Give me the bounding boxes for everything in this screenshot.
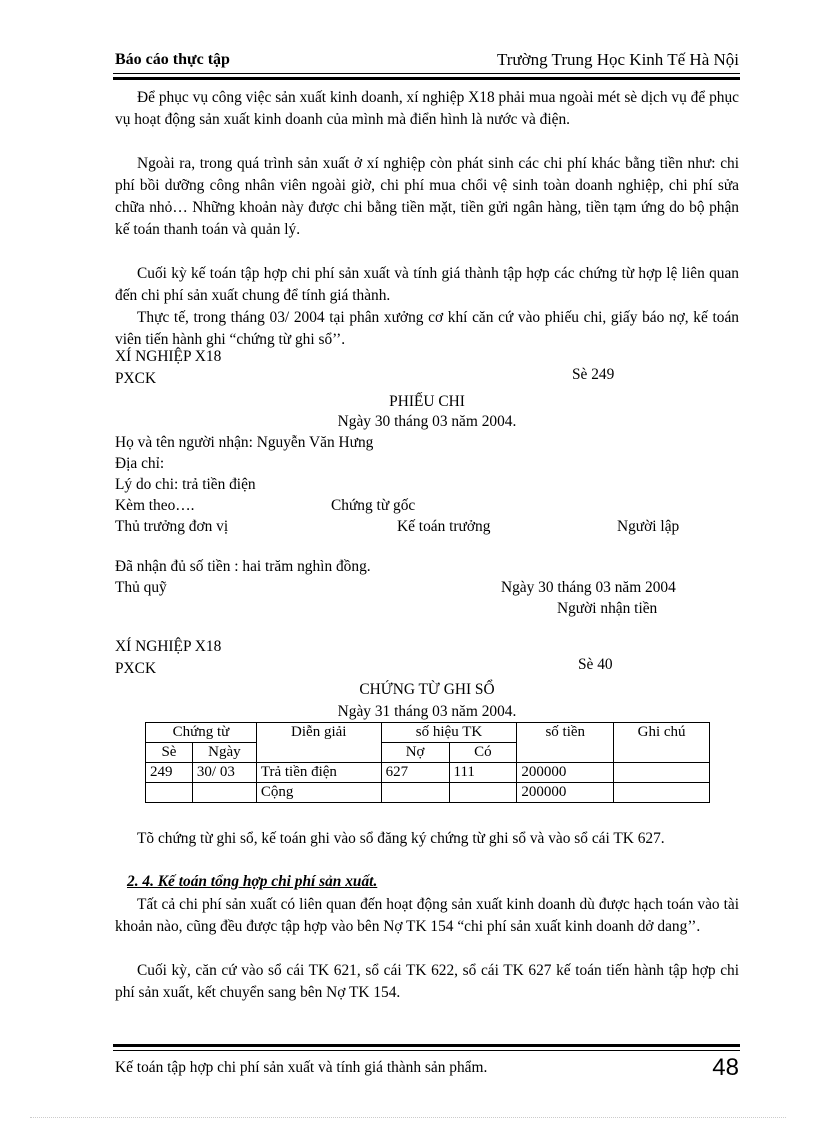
cell-total-amount: 200000 bbox=[517, 783, 614, 803]
signature-head-of-unit: Thủ trưởng đơn vị bbox=[115, 518, 229, 535]
header-right-title: Trường Trung Học Kinh Tế Hà Nội bbox=[496, 50, 739, 69]
voucher-number: Sè 249 bbox=[572, 366, 615, 383]
signature-treasurer: Thủ quỹ bbox=[115, 579, 167, 596]
page-edge-dots bbox=[30, 1117, 786, 1118]
header-rule-thin bbox=[113, 73, 740, 74]
footer-text: Kế toán tập hợp chi phí sản xuất và tính giá thành sản phẩm. bbox=[115, 1059, 488, 1076]
voucher-dept: PXCK bbox=[115, 370, 157, 387]
header-rule-thick bbox=[113, 77, 740, 80]
cell-no: 249 bbox=[146, 763, 193, 783]
record-title: CHỨNG TỪ GHI SỔ bbox=[359, 681, 495, 698]
col-voucher: Chứng từ bbox=[146, 723, 257, 743]
cell-date: 30/ 03 bbox=[192, 763, 256, 783]
col-voucher-no: Sè bbox=[146, 743, 193, 763]
col-description: Diễn giải bbox=[256, 723, 381, 763]
voucher-address: Địa chỉ: bbox=[115, 455, 165, 472]
table-header-row bbox=[146, 723, 710, 743]
table-row bbox=[146, 763, 710, 783]
voucher-receipt-date: Ngày 30 tháng 03 năm 2004 bbox=[501, 579, 676, 596]
record-number: Sè 40 bbox=[578, 656, 613, 673]
table-total-row bbox=[146, 783, 710, 803]
cell-credit: 111 bbox=[449, 763, 517, 783]
col-amount: số tiền bbox=[517, 723, 614, 763]
section-paragraph-1: Tất cả chi phí sản xuất có liên quan đến hoạt động sản xuất kinh doanh dù được hạch toán vào tài khoản nào, cũng đều được tập hợp vào bên Nợ TK 154 “chi phí sản xuất kinh doanh dở dang’’. bbox=[115, 896, 739, 935]
section-paragraph-2: Cuối kỳ, căn cứ vào sổ cái TK 621, sổ cái TK 622, sổ cái TK 627 kế toán tiến hành tập hợp chi phí sản xuất, kết chuyển sang bên Nợ TK 154. bbox=[115, 962, 739, 1001]
voucher-company: XÍ NGHIỆP X18 bbox=[115, 348, 222, 365]
voucher-date: Ngày 30 tháng 03 năm 2004. bbox=[337, 413, 517, 430]
cell-amount: 200000 bbox=[517, 763, 614, 783]
signature-chief-accountant: Kế toán trưởng bbox=[397, 518, 491, 535]
signature-receiver: Người nhận tiền bbox=[557, 600, 658, 617]
col-debit: Nợ bbox=[381, 743, 449, 763]
voucher-attached: Kèm theo…. bbox=[115, 497, 195, 514]
record-date: Ngày 31 tháng 03 năm 2004. bbox=[337, 703, 517, 720]
voucher-original-doc: Chứng từ gốc bbox=[331, 497, 416, 514]
paragraph-3: Cuối kỳ kế toán tập hợp chi phí sản xuất và tính giá thành tập hợp các chứng từ hợp lệ liên quan đến chi phí sản xuất chung để tính giá thành. bbox=[115, 265, 739, 304]
cell-debit: 627 bbox=[381, 763, 449, 783]
footer-rule-thin bbox=[113, 1050, 740, 1051]
voucher-received-amount: Đã nhận đủ số tiền : hai trăm nghìn đồng. bbox=[115, 558, 371, 575]
cell-note bbox=[614, 763, 710, 783]
record-company: XÍ NGHIỆP X18 bbox=[115, 638, 222, 655]
voucher-reason: Lý do chi: trả tiền điện bbox=[115, 476, 256, 493]
col-credit: Có bbox=[449, 743, 517, 763]
cell-total-label: Cộng bbox=[256, 783, 381, 803]
voucher-recipient: Họ và tên người nhận: Nguyễn Văn Hưng bbox=[115, 434, 374, 451]
signature-preparer: Người lập bbox=[617, 518, 680, 535]
col-note: Ghi chú bbox=[614, 723, 710, 763]
section-heading: 2. 4. Kế toán tổng hợp chi phí sản xuất. bbox=[127, 873, 378, 890]
record-dept: PXCK bbox=[115, 660, 157, 677]
col-voucher-date: Ngày bbox=[192, 743, 256, 763]
paragraph-2: Ngoài ra, trong quá trình sản xuất ở xí nghiệp còn phát sinh các chi phí khác bằng tiền như: chi phí bồi dưỡng công nhân viên ngoài giờ, chi phí mua chổi vệ sinh toàn doanh nghiệp, chi phí sửa chữa nhỏ… Những khoản này được chi bằng tiền mặt, tiền gửi ngân hàng, tiền tạm ứng do bộ phận kế toán thanh toán và quản lý. bbox=[115, 155, 739, 238]
footer-rule-thick bbox=[113, 1044, 740, 1047]
header-left-title: Báo cáo thực tập bbox=[115, 51, 230, 68]
page-number: 48 bbox=[712, 1054, 739, 1081]
record-table bbox=[145, 722, 710, 803]
col-account-number: số hiệu TK bbox=[381, 723, 517, 743]
voucher-title: PHIẾU CHI bbox=[389, 393, 465, 410]
cell-description: Trả tiền điện bbox=[256, 763, 381, 783]
paragraph-1: Để phục vụ công việc sản xuất kinh doanh, xí nghiệp X18 phải mua ngoài mét sè dịch vụ để phục vụ hoạt động sản xuất kinh doanh của mình mà điển hình là nước và điện. bbox=[115, 89, 739, 128]
paragraph-after-record: Tõ chứng từ ghi sổ, kế toán ghi vào sổ đăng ký chứng từ ghi sổ và vào sổ cái TK 627. bbox=[137, 830, 665, 847]
paragraph-4: Thực tế, trong tháng 03/ 2004 tại phân xưởng cơ khí căn cứ vào phiếu chi, giấy báo nợ, kế toán viên tiến hành ghi “chứng từ ghi sổ’’. bbox=[115, 309, 739, 348]
